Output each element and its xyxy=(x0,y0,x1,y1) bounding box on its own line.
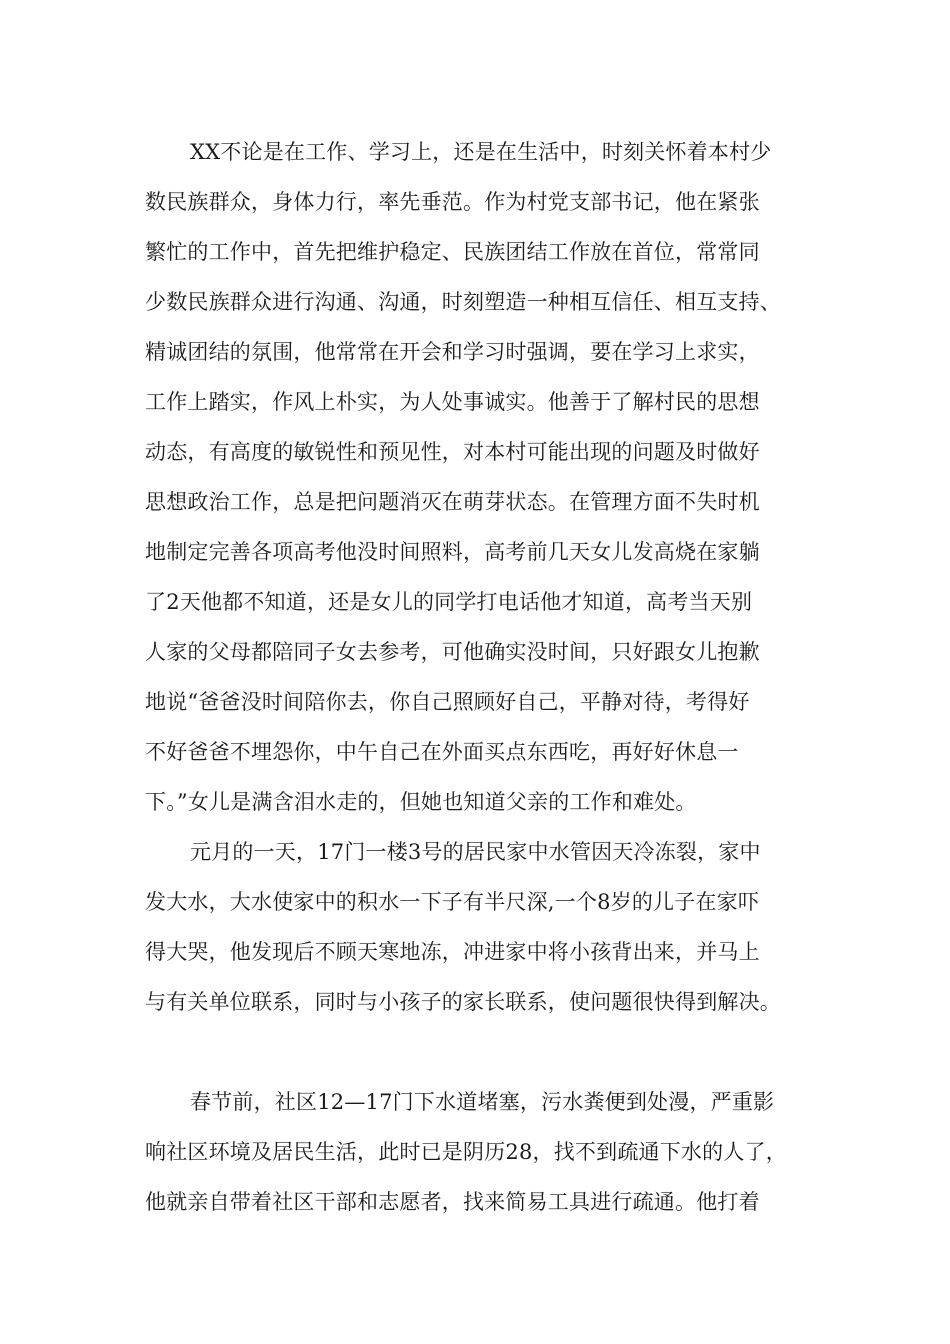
paragraph-1-line-4: 少数民族群众进行沟通、沟通，时刻塑造一种相互信任、相互支持、 xyxy=(145,290,781,314)
paragraph-2-line-2: 发大水，大水使家中的积水一下子有半尺深,一个8岁的儿子在家吓 xyxy=(145,890,760,914)
paragraph-1-line-10: 了2天他都不知道，还是女儿的同学打电话他才知道，高考当天别 xyxy=(145,590,753,614)
paragraph-3-line-1: 春节前，社区12—17门下水道堵塞，污水粪便到处漫，严重影 xyxy=(190,1090,775,1114)
paragraph-2-line-3: 得大哭，他发现后不顾天寒地冻，冲进家中将小孩背出来，并马上 xyxy=(145,940,760,964)
paragraph-2-line-1: 元月的一天，17门一楼3号的居民家中水管因天冷冻裂，家中 xyxy=(190,840,761,864)
paragraph-1-line-1: XX不论是在工作、学习上，还是在生活中，时刻关怀着本村少 xyxy=(190,140,772,164)
paragraph-1-line-8: 思想政治工作，总是把问题消灭在萌芽状态。在管理方面不失时机 xyxy=(145,490,760,514)
paragraph-1-line-5: 精诚团结的氛围，他常常在开会和学习时强调，要在学习上求实， xyxy=(145,340,760,364)
paragraph-1-line-6: 工作上踏实，作风上朴实，为人处事诚实。他善于了解村民的思想 xyxy=(145,390,760,414)
paragraph-1-line-12: 地说“爸爸没时间陪你去，你自己照顾好自己，平静对待，考得好 xyxy=(145,690,750,714)
paragraph-1-line-11: 人家的父母都陪同子女去参考，可他确实没时间，只好跟女儿抱歉 xyxy=(145,640,760,664)
paragraph-1-line-2: 数民族群众，身体力行，率先垂范。作为村党支部书记，他在紧张 xyxy=(145,190,760,214)
paragraph-1-line-13: 不好爸爸不埋怨你，中午自己在外面买点东西吃，再好好休息一 xyxy=(145,740,739,764)
paragraph-1-line-9: 地制定完善各项高考他没时间照料，高考前几天女儿发高烧在家躺 xyxy=(145,540,760,564)
paragraph-1-line-7: 动态，有高度的敏锐性和预见性，对本村可能出现的问题及时做好 xyxy=(145,440,760,464)
paragraph-1-line-14: 下。”女儿是满含泪水走的，但她也知道父亲的工作和难处。 xyxy=(145,790,697,814)
paragraph-3-line-3: 他就亲自带着社区干部和志愿者，找来简易工具进行疏通。他打着 xyxy=(145,1190,760,1214)
paragraph-3-line-2: 响社区环境及居民生活，此时已是阴历28，找不到疏通下水的人了， xyxy=(145,1140,787,1164)
paragraph-2-line-4: 与有关单位联系，同时与小孩子的家长联系，使问题很快得到解决。 xyxy=(145,990,781,1014)
paragraph-1-line-3: 繁忙的工作中，首先把维护稳定、民族团结工作放在首位，常常同 xyxy=(145,240,760,264)
